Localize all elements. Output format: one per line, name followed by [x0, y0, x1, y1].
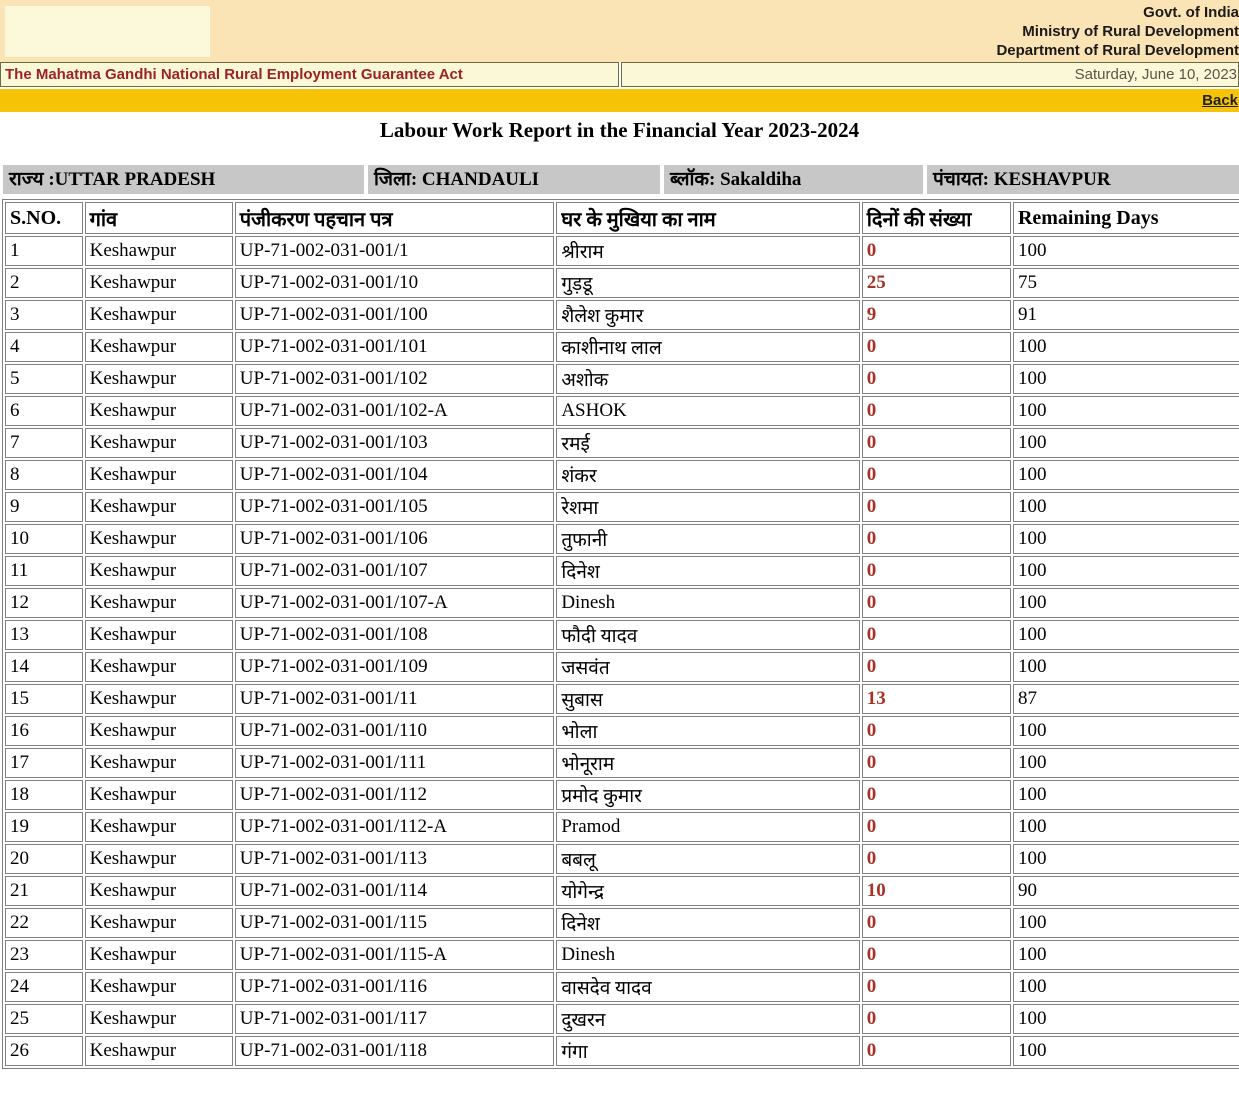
cell-registration-id: UP-71-002-031-001/116 [235, 972, 555, 1002]
table-row [5, 428, 1239, 458]
cell-days-count: 0 [862, 812, 1011, 842]
table-header-row [5, 202, 1239, 234]
header-registration-id: पंजीकरण पहचान पत्र [235, 202, 555, 234]
header-days-count: दिनों की संख्या [862, 202, 1011, 234]
cell-village: Keshawpur [85, 428, 233, 458]
cell-head-name: भोनूराम [556, 748, 859, 778]
cell-village: Keshawpur [85, 748, 233, 778]
cell-days-count: 0 [862, 652, 1011, 682]
cell-village: Keshawpur [85, 300, 233, 330]
cell-registration-id: UP-71-002-031-001/100 [235, 300, 555, 330]
cell-registration-id: UP-71-002-031-001/11 [235, 684, 555, 714]
cell-village: Keshawpur [85, 684, 233, 714]
cell-remaining-days: 100 [1013, 364, 1239, 394]
cell-days-count: 0 [862, 492, 1011, 522]
cell-remaining-days: 100 [1013, 396, 1239, 426]
cell-remaining-days: 100 [1013, 556, 1239, 586]
cell-remaining-days: 87 [1013, 684, 1239, 714]
cell-registration-id: UP-71-002-031-001/110 [235, 716, 555, 746]
cell-days-count: 0 [862, 460, 1011, 490]
govt-header-lines [996, 3, 1239, 60]
table-row [5, 908, 1239, 938]
table-row [5, 396, 1239, 426]
table-row [5, 748, 1239, 778]
cell-village: Keshawpur [85, 268, 233, 298]
cell-days-count: 0 [862, 716, 1011, 746]
cell-village: Keshawpur [85, 972, 233, 1002]
cell-village: Keshawpur [85, 940, 233, 970]
cell-head-name: रेशमा [556, 492, 859, 522]
table-row [5, 236, 1239, 266]
table-row [5, 780, 1239, 810]
cell-days-count: 25 [862, 268, 1011, 298]
cell-village: Keshawpur [85, 844, 233, 874]
table-row [5, 268, 1239, 298]
cell-remaining-days: 100 [1013, 780, 1239, 810]
cell-sno: 1 [5, 236, 83, 266]
cell-sno: 19 [5, 812, 83, 842]
logo-placeholder [5, 6, 210, 57]
cell-sno: 8 [5, 460, 83, 490]
cell-sno: 3 [5, 300, 83, 330]
cell-head-name: जसवंत [556, 652, 859, 682]
cell-village: Keshawpur [85, 524, 233, 554]
table-row [5, 364, 1239, 394]
cell-remaining-days: 100 [1013, 588, 1239, 618]
cell-sno: 20 [5, 844, 83, 874]
cell-head-name: Dinesh [556, 940, 859, 970]
cell-days-count: 10 [862, 876, 1011, 906]
table-row [5, 652, 1239, 682]
cell-remaining-days: 100 [1013, 812, 1239, 842]
cell-village: Keshawpur [85, 1004, 233, 1034]
cell-head-name: शंकर [556, 460, 859, 490]
table-row [5, 460, 1239, 490]
back-link[interactable]: Back [1202, 92, 1238, 109]
cell-head-name: ASHOK [556, 396, 859, 426]
cell-sno: 7 [5, 428, 83, 458]
cell-remaining-days: 100 [1013, 492, 1239, 522]
cell-head-name: फौदी यादव [556, 620, 859, 650]
cell-remaining-days: 100 [1013, 716, 1239, 746]
cell-sno: 26 [5, 1036, 83, 1066]
cell-village: Keshawpur [85, 460, 233, 490]
labour-work-table [2, 199, 1239, 1069]
cell-days-count: 0 [862, 1004, 1011, 1034]
cell-sno: 6 [5, 396, 83, 426]
cell-registration-id: UP-71-002-031-001/112 [235, 780, 555, 810]
cell-registration-id: UP-71-002-031-001/112-A [235, 812, 555, 842]
cell-registration-id: UP-71-002-031-001/108 [235, 620, 555, 650]
cell-sno: 21 [5, 876, 83, 906]
cell-days-count: 9 [862, 300, 1011, 330]
district-label: जिला: CHANDAULI [368, 165, 660, 194]
table-row [5, 1036, 1239, 1066]
cell-sno: 10 [5, 524, 83, 554]
cell-village: Keshawpur [85, 652, 233, 682]
cell-head-name: श्रीराम [556, 236, 859, 266]
cell-days-count: 0 [862, 428, 1011, 458]
cell-head-name: दिनेश [556, 908, 859, 938]
cell-sno: 12 [5, 588, 83, 618]
cell-head-name: दिनेश [556, 556, 859, 586]
cell-days-count: 0 [862, 332, 1011, 362]
header-head-name: घर के मुखिया का नाम [556, 202, 859, 234]
cell-head-name: वासदेव यादव [556, 972, 859, 1002]
header-sno: S.NO. [5, 202, 83, 234]
cell-days-count: 0 [862, 940, 1011, 970]
cell-head-name: सुबास [556, 684, 859, 714]
cell-registration-id: UP-71-002-031-001/114 [235, 876, 555, 906]
cell-sno: 22 [5, 908, 83, 938]
table-row [5, 332, 1239, 362]
cell-remaining-days: 100 [1013, 620, 1239, 650]
cell-head-name: रमई [556, 428, 859, 458]
cell-registration-id: UP-71-002-031-001/101 [235, 332, 555, 362]
cell-days-count: 0 [862, 972, 1011, 1002]
cell-days-count: 13 [862, 684, 1011, 714]
cell-village: Keshawpur [85, 908, 233, 938]
cell-remaining-days: 100 [1013, 236, 1239, 266]
cell-days-count: 0 [862, 780, 1011, 810]
cell-remaining-days: 100 [1013, 524, 1239, 554]
cell-sno: 16 [5, 716, 83, 746]
table-body [5, 236, 1239, 1066]
cell-sno: 14 [5, 652, 83, 682]
cell-remaining-days: 91 [1013, 300, 1239, 330]
cell-days-count: 0 [862, 588, 1011, 618]
cell-sno: 11 [5, 556, 83, 586]
cell-days-count: 0 [862, 748, 1011, 778]
cell-head-name: योगेन्द्र [556, 876, 859, 906]
cell-registration-id: UP-71-002-031-001/105 [235, 492, 555, 522]
current-date: Saturday, June 10, 2023 [621, 62, 1239, 87]
cell-registration-id: UP-71-002-031-001/102-A [235, 396, 555, 426]
cell-head-name: बबलू [556, 844, 859, 874]
cell-remaining-days: 100 [1013, 1036, 1239, 1066]
table-row [5, 940, 1239, 970]
state-label: राज्य :UTTAR PRADESH [3, 165, 364, 194]
cell-registration-id: UP-71-002-031-001/113 [235, 844, 555, 874]
cell-head-name: Dinesh [556, 588, 859, 618]
cell-days-count: 0 [862, 236, 1011, 266]
cell-registration-id: UP-71-002-031-001/1 [235, 236, 555, 266]
cell-sno: 9 [5, 492, 83, 522]
act-title-strip [0, 62, 1239, 87]
cell-registration-id: UP-71-002-031-001/104 [235, 460, 555, 490]
cell-remaining-days: 100 [1013, 460, 1239, 490]
table-row [5, 844, 1239, 874]
cell-registration-id: UP-71-002-031-001/117 [235, 1004, 555, 1034]
cell-remaining-days: 100 [1013, 748, 1239, 778]
cell-registration-id: UP-71-002-031-001/106 [235, 524, 555, 554]
cell-village: Keshawpur [85, 236, 233, 266]
cell-days-count: 0 [862, 556, 1011, 586]
table-row [5, 588, 1239, 618]
table-row [5, 556, 1239, 586]
cell-village: Keshawpur [85, 876, 233, 906]
cell-remaining-days: 100 [1013, 652, 1239, 682]
cell-sno: 17 [5, 748, 83, 778]
govt-line-2: Ministry of Rural Development [1022, 23, 1239, 40]
cell-registration-id: UP-71-002-031-001/109 [235, 652, 555, 682]
cell-remaining-days: 100 [1013, 1004, 1239, 1034]
cell-sno: 18 [5, 780, 83, 810]
table-row [5, 716, 1239, 746]
table-row [5, 620, 1239, 650]
cell-village: Keshawpur [85, 556, 233, 586]
cell-registration-id: UP-71-002-031-001/111 [235, 748, 555, 778]
cell-village: Keshawpur [85, 332, 233, 362]
table-row [5, 1004, 1239, 1034]
cell-head-name: भोला [556, 716, 859, 746]
cell-village: Keshawpur [85, 812, 233, 842]
table-row [5, 876, 1239, 906]
cell-sno: 5 [5, 364, 83, 394]
header-village: गांव [85, 202, 233, 234]
cell-remaining-days: 100 [1013, 332, 1239, 362]
cell-sno: 25 [5, 1004, 83, 1034]
cell-head-name: काशीनाथ लाल [556, 332, 859, 362]
header-remaining-days: Remaining Days [1013, 202, 1239, 234]
cell-village: Keshawpur [85, 588, 233, 618]
cell-registration-id: UP-71-002-031-001/115 [235, 908, 555, 938]
cell-remaining-days: 100 [1013, 844, 1239, 874]
cell-village: Keshawpur [85, 492, 233, 522]
cell-registration-id: UP-71-002-031-001/107 [235, 556, 555, 586]
cell-days-count: 0 [862, 844, 1011, 874]
cell-days-count: 0 [862, 1036, 1011, 1066]
cell-head-name: गंगा [556, 1036, 859, 1066]
cell-registration-id: UP-71-002-031-001/118 [235, 1036, 555, 1066]
cell-days-count: 0 [862, 620, 1011, 650]
cell-remaining-days: 100 [1013, 428, 1239, 458]
cell-head-name: शैलेश कुमार [556, 300, 859, 330]
cell-village: Keshawpur [85, 396, 233, 426]
table-row [5, 492, 1239, 522]
table-row [5, 300, 1239, 330]
cell-days-count: 0 [862, 524, 1011, 554]
govt-line-1: Govt. of India [1143, 4, 1239, 21]
region-filter-row [3, 165, 1239, 194]
table-row [5, 972, 1239, 1002]
page-title: Labour Work Report in the Financial Year 2023-2024 [379, 118, 860, 142]
govt-line-3: Department of Rural Development [996, 42, 1239, 59]
cell-village: Keshawpur [85, 1036, 233, 1066]
cell-village: Keshawpur [85, 716, 233, 746]
cell-registration-id: UP-71-002-031-001/115-A [235, 940, 555, 970]
block-label: ब्लॉक: Sakaldiha [664, 165, 923, 194]
cell-remaining-days: 75 [1013, 268, 1239, 298]
table-row [5, 812, 1239, 842]
top-header-band [0, 0, 1239, 62]
cell-remaining-days: 100 [1013, 972, 1239, 1002]
cell-days-count: 0 [862, 396, 1011, 426]
cell-remaining-days: 100 [1013, 940, 1239, 970]
cell-head-name: दुखरन [556, 1004, 859, 1034]
cell-village: Keshawpur [85, 620, 233, 650]
cell-registration-id: UP-71-002-031-001/10 [235, 268, 555, 298]
navigation-bar [0, 89, 1239, 112]
cell-village: Keshawpur [85, 364, 233, 394]
table-row [5, 684, 1239, 714]
act-title: The Mahatma Gandhi National Rural Employment Guarantee Act [0, 62, 619, 87]
cell-days-count: 0 [862, 364, 1011, 394]
cell-village: Keshawpur [85, 780, 233, 810]
cell-registration-id: UP-71-002-031-001/107-A [235, 588, 555, 618]
cell-sno: 2 [5, 268, 83, 298]
cell-registration-id: UP-71-002-031-001/102 [235, 364, 555, 394]
cell-sno: 24 [5, 972, 83, 1002]
cell-registration-id: UP-71-002-031-001/103 [235, 428, 555, 458]
cell-sno: 23 [5, 940, 83, 970]
table-row [5, 524, 1239, 554]
cell-days-count: 0 [862, 908, 1011, 938]
cell-remaining-days: 100 [1013, 908, 1239, 938]
cell-head-name: प्रमोद कुमार [556, 780, 859, 810]
panchayat-label: पंचायत: KESHAVPUR [927, 165, 1239, 194]
cell-head-name: गुड़डू [556, 268, 859, 298]
cell-sno: 4 [5, 332, 83, 362]
cell-head-name: अशोक [556, 364, 859, 394]
cell-head-name: तुफानी [556, 524, 859, 554]
cell-remaining-days: 90 [1013, 876, 1239, 906]
cell-sno: 13 [5, 620, 83, 650]
cell-head-name: Pramod [556, 812, 859, 842]
cell-sno: 15 [5, 684, 83, 714]
